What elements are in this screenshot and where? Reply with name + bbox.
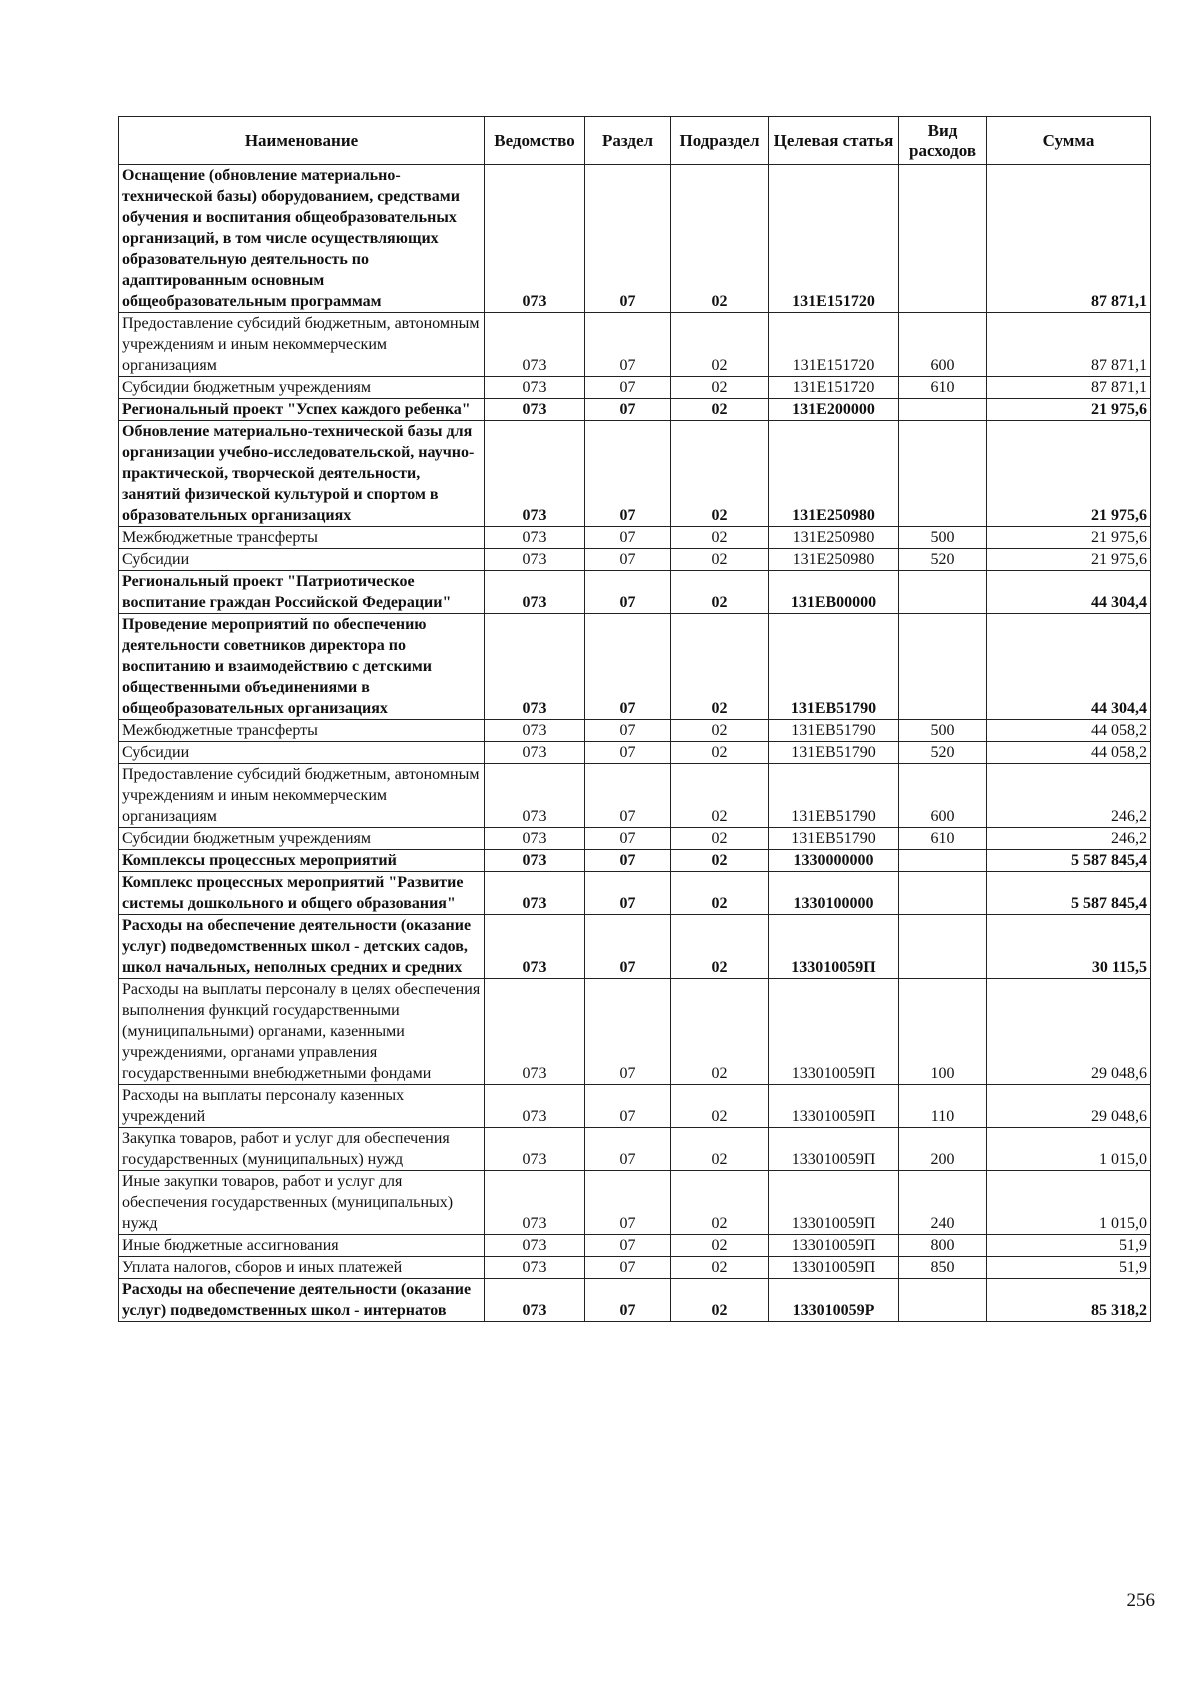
cell-subsection: 02 [671, 165, 769, 313]
cell-expense-type: 500 [899, 527, 987, 549]
cell-name: Проведение мероприятий по обеспечению деятельности советников директора по воспитанию и взаимодействию с детскими общественными объединениями в общеобразовательных организациях [119, 614, 485, 720]
cell-section: 07 [585, 764, 671, 828]
table-row [119, 979, 1151, 1085]
cell-expense-type: 610 [899, 377, 987, 399]
cell-amount: 51,9 [987, 1235, 1151, 1257]
header-section: Раздел [585, 117, 671, 165]
cell-name: Региональный проект "Успех каждого ребенка" [119, 399, 485, 421]
cell-expense-type [899, 1279, 987, 1322]
cell-subsection: 02 [671, 1235, 769, 1257]
table-row [119, 850, 1151, 872]
cell-amount: 44 304,4 [987, 614, 1151, 720]
cell-target-article: 131EB51790 [769, 828, 899, 850]
cell-name: Обновление материально-технической базы для организации учебно-исследовательской, научно-практической, творческой деятельности, занятий физической культурой и спортом в образовательных организациях [119, 421, 485, 527]
table-row [119, 720, 1151, 742]
cell-name: Закупка товаров, работ и услуг для обеспечения государственных (муниципальных) нужд [119, 1128, 485, 1171]
cell-amount: 44 058,2 [987, 742, 1151, 764]
cell-target-article: 131E151720 [769, 165, 899, 313]
cell-target-article: 131E200000 [769, 399, 899, 421]
cell-target-article: 133010059П [769, 979, 899, 1085]
cell-department: 073 [485, 1279, 585, 1322]
cell-section: 07 [585, 828, 671, 850]
budget-table [118, 116, 1151, 1322]
cell-name: Иные закупки товаров, работ и услуг для обеспечения государственных (муниципальных) нужд [119, 1171, 485, 1235]
table-row [119, 872, 1151, 915]
cell-department: 073 [485, 421, 585, 527]
cell-target-article: 131E151720 [769, 313, 899, 377]
cell-name: Комплексы процессных мероприятий [119, 850, 485, 872]
cell-target-article: 131E250980 [769, 527, 899, 549]
cell-expense-type: 200 [899, 1128, 987, 1171]
cell-department: 073 [485, 979, 585, 1085]
cell-subsection: 02 [671, 377, 769, 399]
header-amount: Сумма [987, 117, 1151, 165]
cell-department: 073 [485, 915, 585, 979]
cell-department: 073 [485, 1235, 585, 1257]
cell-subsection: 02 [671, 764, 769, 828]
cell-section: 07 [585, 915, 671, 979]
header-expense-type: Вид расходов [899, 117, 987, 165]
cell-subsection: 02 [671, 828, 769, 850]
cell-amount: 5 587 845,4 [987, 872, 1151, 915]
table-row [119, 1085, 1151, 1128]
cell-subsection: 02 [671, 614, 769, 720]
table-row [119, 1257, 1151, 1279]
cell-name: Оснащение (обновление материально-технической базы) оборудованием, средствами обучения и воспитания общеобразовательных организаций, в том числе осуществляющих образовательную деятельность по адаптированным основным общеобразовательным программам [119, 165, 485, 313]
cell-section: 07 [585, 1257, 671, 1279]
cell-target-article: 131E151720 [769, 377, 899, 399]
cell-section: 07 [585, 399, 671, 421]
table-row [119, 549, 1151, 571]
cell-subsection: 02 [671, 549, 769, 571]
cell-subsection: 02 [671, 872, 769, 915]
cell-expense-type [899, 915, 987, 979]
page-number: 256 [1126, 1590, 1155, 1611]
cell-target-article: 131EB51790 [769, 742, 899, 764]
header-department: Ведомство [485, 117, 585, 165]
table-row [119, 614, 1151, 720]
cell-target-article: 133010059Р [769, 1279, 899, 1322]
cell-subsection: 02 [671, 720, 769, 742]
cell-section: 07 [585, 1128, 671, 1171]
cell-name: Межбюджетные трансферты [119, 527, 485, 549]
cell-section: 07 [585, 1279, 671, 1322]
cell-amount: 1 015,0 [987, 1128, 1151, 1171]
header-subsection: Подраздел [671, 117, 769, 165]
header-target-article: Целевая статья [769, 117, 899, 165]
cell-name: Иные бюджетные ассигнования [119, 1235, 485, 1257]
cell-expense-type [899, 571, 987, 614]
cell-department: 073 [485, 549, 585, 571]
cell-department: 073 [485, 872, 585, 915]
cell-name: Расходы на выплаты персоналу казенных учреждений [119, 1085, 485, 1128]
header-row [119, 117, 1151, 165]
cell-name: Субсидии [119, 549, 485, 571]
cell-expense-type: 520 [899, 742, 987, 764]
cell-department: 073 [485, 165, 585, 313]
cell-amount: 44 058,2 [987, 720, 1151, 742]
cell-target-article: 133010059П [769, 1128, 899, 1171]
cell-section: 07 [585, 1085, 671, 1128]
cell-department: 073 [485, 1257, 585, 1279]
cell-section: 07 [585, 549, 671, 571]
cell-section: 07 [585, 313, 671, 377]
cell-amount: 246,2 [987, 764, 1151, 828]
cell-amount: 5 587 845,4 [987, 850, 1151, 872]
cell-expense-type: 100 [899, 979, 987, 1085]
cell-name: Комплекс процессных мероприятий "Развитие системы дошкольного и общего образования" [119, 872, 485, 915]
cell-section: 07 [585, 1235, 671, 1257]
cell-amount: 29 048,6 [987, 979, 1151, 1085]
cell-expense-type [899, 872, 987, 915]
cell-section: 07 [585, 1171, 671, 1235]
cell-expense-type: 520 [899, 549, 987, 571]
cell-department: 073 [485, 764, 585, 828]
cell-department: 073 [485, 527, 585, 549]
cell-department: 073 [485, 720, 585, 742]
cell-amount: 21 975,6 [987, 399, 1151, 421]
cell-department: 073 [485, 377, 585, 399]
cell-name: Региональный проект "Патриотическое воспитание граждан Российской Федерации" [119, 571, 485, 614]
cell-section: 07 [585, 979, 671, 1085]
cell-target-article: 131EB51790 [769, 764, 899, 828]
cell-expense-type [899, 165, 987, 313]
cell-department: 073 [485, 850, 585, 872]
cell-subsection: 02 [671, 742, 769, 764]
cell-amount: 87 871,1 [987, 165, 1151, 313]
cell-name: Субсидии бюджетным учреждениям [119, 377, 485, 399]
cell-name: Предоставление субсидий бюджетным, автономным учреждениям и иным некоммерческим организациям [119, 764, 485, 828]
cell-amount: 44 304,4 [987, 571, 1151, 614]
table-row [119, 764, 1151, 828]
cell-department: 073 [485, 1171, 585, 1235]
cell-department: 073 [485, 828, 585, 850]
table-row [119, 915, 1151, 979]
cell-section: 07 [585, 850, 671, 872]
cell-department: 073 [485, 1085, 585, 1128]
cell-target-article: 131EB00000 [769, 571, 899, 614]
table-row [119, 421, 1151, 527]
cell-amount: 246,2 [987, 828, 1151, 850]
cell-name: Предоставление субсидий бюджетным, автономным учреждениям и иным некоммерческим организациям [119, 313, 485, 377]
cell-subsection: 02 [671, 915, 769, 979]
cell-target-article: 133010059П [769, 1171, 899, 1235]
cell-amount: 29 048,6 [987, 1085, 1151, 1128]
cell-department: 073 [485, 614, 585, 720]
cell-subsection: 02 [671, 527, 769, 549]
cell-subsection: 02 [671, 399, 769, 421]
table-row [119, 527, 1151, 549]
cell-subsection: 02 [671, 1128, 769, 1171]
cell-amount: 1 015,0 [987, 1171, 1151, 1235]
cell-section: 07 [585, 742, 671, 764]
cell-name: Расходы на обеспечение деятельности (оказание услуг) подведомственных школ - интернатов [119, 1279, 485, 1322]
cell-amount: 30 115,5 [987, 915, 1151, 979]
cell-expense-type: 240 [899, 1171, 987, 1235]
cell-name: Межбюджетные трансферты [119, 720, 485, 742]
cell-expense-type [899, 614, 987, 720]
cell-expense-type: 500 [899, 720, 987, 742]
cell-name: Уплата налогов, сборов и иных платежей [119, 1257, 485, 1279]
table-row [119, 165, 1151, 313]
cell-subsection: 02 [671, 1279, 769, 1322]
table-row [119, 313, 1151, 377]
cell-section: 07 [585, 872, 671, 915]
table-row [119, 1171, 1151, 1235]
table-row [119, 828, 1151, 850]
cell-name: Расходы на обеспечение деятельности (оказание услуг) подведомственных школ - детских садов, школ начальных, неполных средних и средних [119, 915, 485, 979]
table-row [119, 742, 1151, 764]
cell-target-article: 1330100000 [769, 872, 899, 915]
cell-department: 073 [485, 313, 585, 377]
cell-department: 073 [485, 571, 585, 614]
cell-amount: 87 871,1 [987, 313, 1151, 377]
cell-section: 07 [585, 571, 671, 614]
table-row [119, 571, 1151, 614]
table-row [119, 399, 1151, 421]
cell-subsection: 02 [671, 571, 769, 614]
cell-section: 07 [585, 527, 671, 549]
table-row [119, 377, 1151, 399]
cell-amount: 87 871,1 [987, 377, 1151, 399]
cell-expense-type: 600 [899, 764, 987, 828]
cell-expense-type [899, 421, 987, 527]
table-row [119, 1279, 1151, 1322]
cell-amount: 21 975,6 [987, 549, 1151, 571]
cell-target-article: 131E250980 [769, 421, 899, 527]
cell-target-article: 131EB51790 [769, 614, 899, 720]
cell-subsection: 02 [671, 979, 769, 1085]
cell-amount: 21 975,6 [987, 421, 1151, 527]
cell-section: 07 [585, 720, 671, 742]
cell-target-article: 133010059П [769, 915, 899, 979]
cell-name: Субсидии [119, 742, 485, 764]
cell-name: Субсидии бюджетным учреждениям [119, 828, 485, 850]
cell-amount: 21 975,6 [987, 527, 1151, 549]
cell-section: 07 [585, 614, 671, 720]
cell-subsection: 02 [671, 313, 769, 377]
table-body [119, 165, 1151, 1322]
cell-target-article: 131E250980 [769, 549, 899, 571]
cell-expense-type [899, 850, 987, 872]
cell-section: 07 [585, 165, 671, 313]
cell-expense-type: 600 [899, 313, 987, 377]
cell-section: 07 [585, 377, 671, 399]
header-name: Наименование [119, 117, 485, 165]
cell-subsection: 02 [671, 1171, 769, 1235]
cell-expense-type: 110 [899, 1085, 987, 1128]
cell-section: 07 [585, 421, 671, 527]
cell-department: 073 [485, 399, 585, 421]
table-row [119, 1128, 1151, 1171]
cell-target-article: 133010059П [769, 1257, 899, 1279]
cell-department: 073 [485, 742, 585, 764]
cell-subsection: 02 [671, 850, 769, 872]
cell-expense-type: 610 [899, 828, 987, 850]
cell-subsection: 02 [671, 1257, 769, 1279]
cell-target-article: 133010059П [769, 1235, 899, 1257]
cell-amount: 51,9 [987, 1257, 1151, 1279]
cell-expense-type: 850 [899, 1257, 987, 1279]
table-row [119, 1235, 1151, 1257]
cell-target-article: 1330000000 [769, 850, 899, 872]
cell-name: Расходы на выплаты персоналу в целях обеспечения выполнения функций государственными (муниципальными) органами, казенными учреждениями, органами управления государственными внебюджетными фондами [119, 979, 485, 1085]
cell-expense-type: 800 [899, 1235, 987, 1257]
cell-subsection: 02 [671, 1085, 769, 1128]
cell-target-article: 131EB51790 [769, 720, 899, 742]
cell-amount: 85 318,2 [987, 1279, 1151, 1322]
cell-department: 073 [485, 1128, 585, 1171]
cell-expense-type [899, 399, 987, 421]
cell-target-article: 133010059П [769, 1085, 899, 1128]
cell-subsection: 02 [671, 421, 769, 527]
